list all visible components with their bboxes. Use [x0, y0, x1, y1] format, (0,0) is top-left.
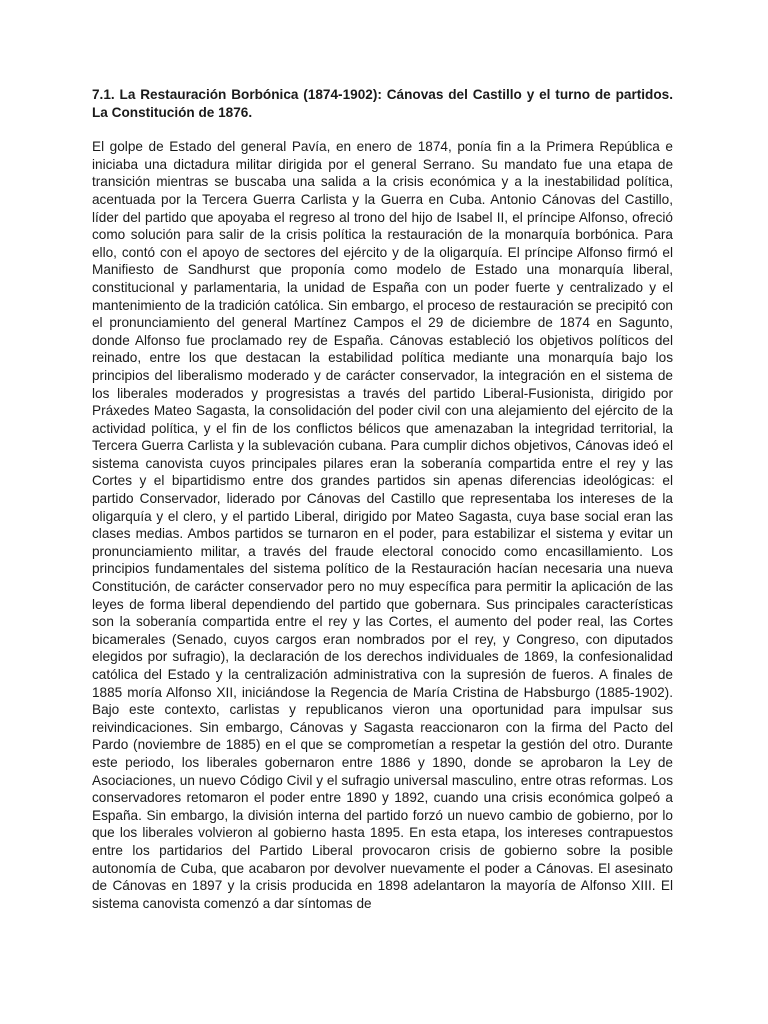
- document-page: [92, 86, 673, 938]
- document-title: 7.1. La Restauración Borbónica (1874-1902): Cánovas del Castillo y el turno de partidos. La Constitución de 1876.: [92, 87, 673, 120]
- document-body-paragraph: El golpe de Estado del general Pavía, en enero de 1874, ponía fin a la Primera República e iniciaba una dictadura militar dirigida por el general Serrano. Su mandato fue una etapa de transición mientras se buscaba una salida a la crisis económica y a la inestabilidad política, acentuada por la Tercera Guerra Carlista y la Guerra en Cuba. Antonio Cánovas del Castillo, líder del partido que apoyaba el regreso al trono del hijo de Isabel II, el príncipe Alfonso, ofreció como solución para salir de la crisis política la restauración de la monarquía borbónica. Para ello, contó con el apoyo de sectores del ejército y de la oligarquía. El príncipe Alfonso firmó el Manifiesto de Sandhurst que proponía como modelo de Estado una monarquía liberal, constitucional y parlamentaria, la unidad de España con un poder fuerte y centralizado y el mantenimiento de la tradición católica. Sin embargo, el proceso de restauración se precipitó con el pronunciamiento del general Martínez Campos el 29 de diciembre de 1874 en Sagunto, donde Alfonso fue proclamado rey de España. Cánovas estableció los objetivos políticos del reinado, entre los que destacan la estabilidad política mediante una monarquía bajo los principios del liberalismo moderado y de carácter conservador, la integración en el sistema de los liberales moderados y progresistas a través del partido Liberal-Fusionista, dirigido por Práxedes Mateo Sagasta, la consolidación del poder civil con una alejamiento del ejército de la actividad política, y el fin de los conflictos bélicos que amenazaban la integridad territorial, la Tercera Guerra Carlista y la sublevación cubana. Para cumplir dichos objetivos, Cánovas ideó el sistema canovista cuyos principales pilares eran la soberanía compartida entre el rey y las Cortes y el bipartidismo entre dos grandes partidos sin apenas diferencias ideológicas: el partido Conservador, liderado por Cánovas del Castillo que representaba los intereses de la oligarquía y el clero, y el partido Liberal, dirigido por Mateo Sagasta, cuya base social eran las clases medias. Ambos partidos se turnaron en el poder, para estabilizar el sistema y evitar un pronunciamiento militar, a través del fraude electoral conocido como encasillamiento. Los principios fundamentales del sistema político de la Restauración hacían necesaria una nueva Constitución, de carácter conservador pero no muy específica para permitir la aplicación de las leyes de forma liberal dependiendo del partido que gobernara. Sus principales características son la soberanía compartida entre el rey y las Cortes, el aumento del poder real, las Cortes bicamerales (Senado, cuyos cargos eran nombrados por el rey, y Congreso, con diputados elegidos por sufragio), la declaración de los derechos individuales de 1869, la confesionalidad católica del Estado y la centralización administrativa con la supresión de fueros. A finales de 1885 moría Alfonso XII, iniciándose la Regencia de María Cristina de Habsburgo (1885-1902). Bajo este contexto, carlistas y republicanos vieron una oportunidad para impulsar sus reivindicaciones. Sin embargo, Cánovas y Sagasta reaccionaron con la firma del Pacto del Pardo (noviembre de 1885) en el que se comprometían a respetar la gestión del otro. Durante este periodo, los liberales gobernaron entre 1886 y 1890, donde se aprobaron la Ley de Asociaciones, un nuevo Código Civil y el sufragio universal masculino, entre otras reformas. Los conservadores retomaron el poder entre 1890 y 1892, cuando una crisis económica golpeó a España. Sin embargo, la división interna del partido forzó un nuevo cambio de gobierno, por lo que los liberales volvieron al gobierno hasta 1895. En esta etapa, los intereses contrapuestos entre los partidarios del Partido Liberal provocaron crisis de gobierno sobre la posible autonomía de Cuba, que acabaron por devolver nuevamente el poder a Cánovas. El asesinato de Cánovas en 1897 y la crisis producida en 1898 adelantaron la mayoría de Alfonso XIII. El sistema canovista comenzó a dar síntomas de: [92, 139, 673, 911]
